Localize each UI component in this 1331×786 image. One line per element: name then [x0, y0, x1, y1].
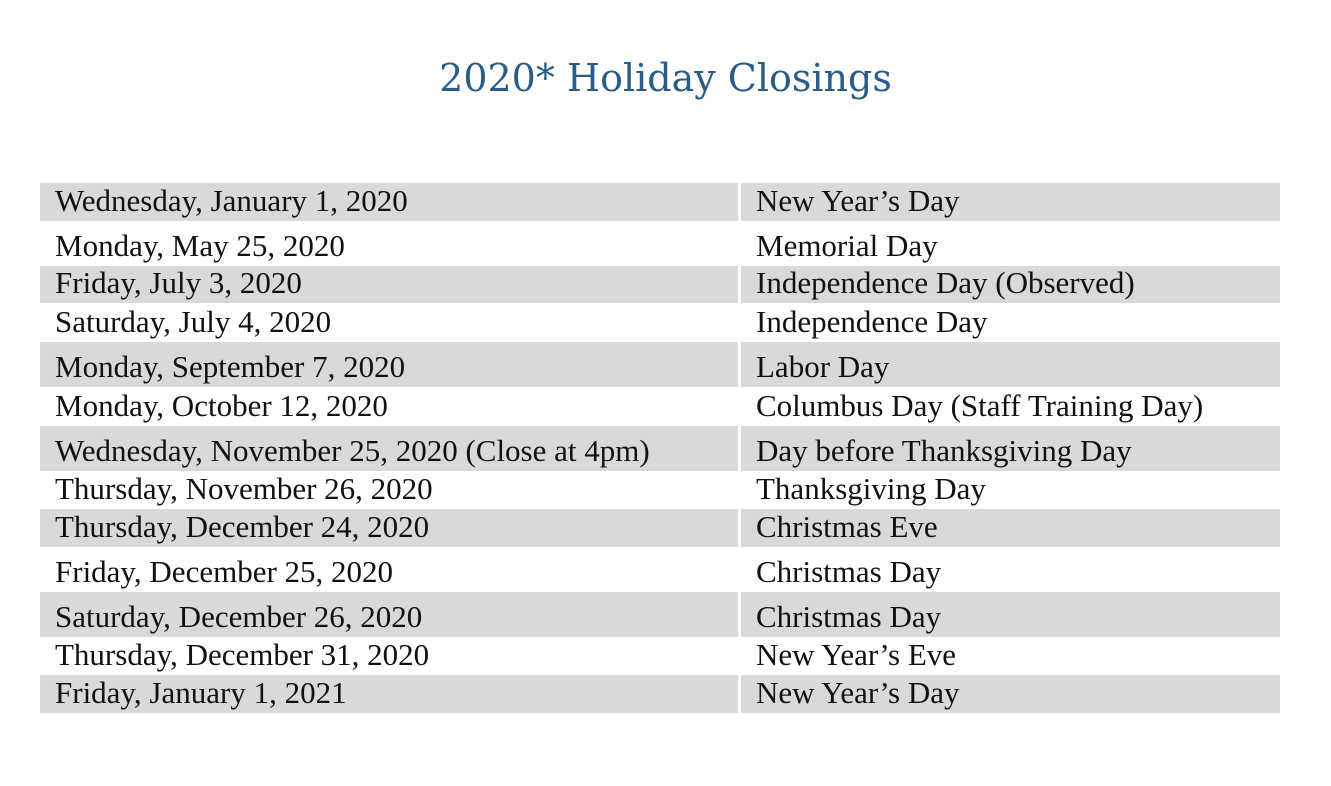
holiday-cell: Christmas Day: [756, 554, 942, 589]
holiday-cell: Independence Day (Observed): [741, 266, 1280, 303]
date-cell: Wednesday, January 1, 2020: [40, 183, 738, 221]
holiday-cell: Day before Thanksgiving Day: [741, 426, 1280, 471]
table-row: [40, 547, 1280, 592]
holiday-cell: Memorial Day: [756, 228, 938, 263]
date-cell: Monday, September 7, 2020: [40, 342, 738, 387]
date-cell: Thursday, November 26, 2020: [55, 471, 433, 506]
table-row: [40, 221, 1280, 266]
date-cell: Thursday, December 24, 2020: [40, 509, 738, 547]
table-row: [40, 303, 1280, 342]
holiday-cell: New Year’s Day: [741, 675, 1280, 713]
date-cell: Friday, January 1, 2021: [40, 675, 738, 713]
table-row: [40, 471, 1280, 509]
holiday-cell: Independence Day: [756, 304, 988, 339]
date-cell: Thursday, December 31, 2020: [55, 637, 430, 672]
table-row: [40, 637, 1280, 675]
date-cell: Friday, July 3, 2020: [40, 266, 738, 303]
date-cell: Friday, December 25, 2020: [55, 554, 394, 589]
table-row: [40, 387, 1280, 426]
table-row: [40, 183, 1280, 221]
holiday-cell: Christmas Day: [741, 592, 1280, 637]
table-row: [40, 426, 1280, 471]
table-row: [40, 342, 1280, 387]
holiday-cell: Thanksgiving Day: [756, 471, 986, 506]
holiday-cell: Labor Day: [741, 342, 1280, 387]
date-cell: Monday, May 25, 2020: [55, 228, 345, 263]
date-cell: Saturday, July 4, 2020: [55, 304, 332, 339]
table-row: [40, 675, 1280, 713]
date-cell: Wednesday, November 25, 2020 (Close at 4pm): [40, 426, 738, 471]
holiday-cell: New Year’s Day: [741, 183, 1280, 221]
date-cell: Saturday, December 26, 2020: [40, 592, 738, 637]
date-cell: Monday, October 12, 2020: [55, 388, 388, 423]
table-row: [40, 592, 1280, 637]
holiday-cell: Columbus Day (Staff Training Day): [756, 388, 1204, 423]
holiday-table: [40, 183, 1280, 713]
table-row: [40, 266, 1280, 303]
holiday-cell: New Year’s Eve: [756, 637, 957, 672]
page-title: 2020* Holiday Closings: [439, 56, 892, 100]
table-row: [40, 509, 1280, 547]
holiday-cell: Christmas Eve: [741, 509, 1280, 547]
